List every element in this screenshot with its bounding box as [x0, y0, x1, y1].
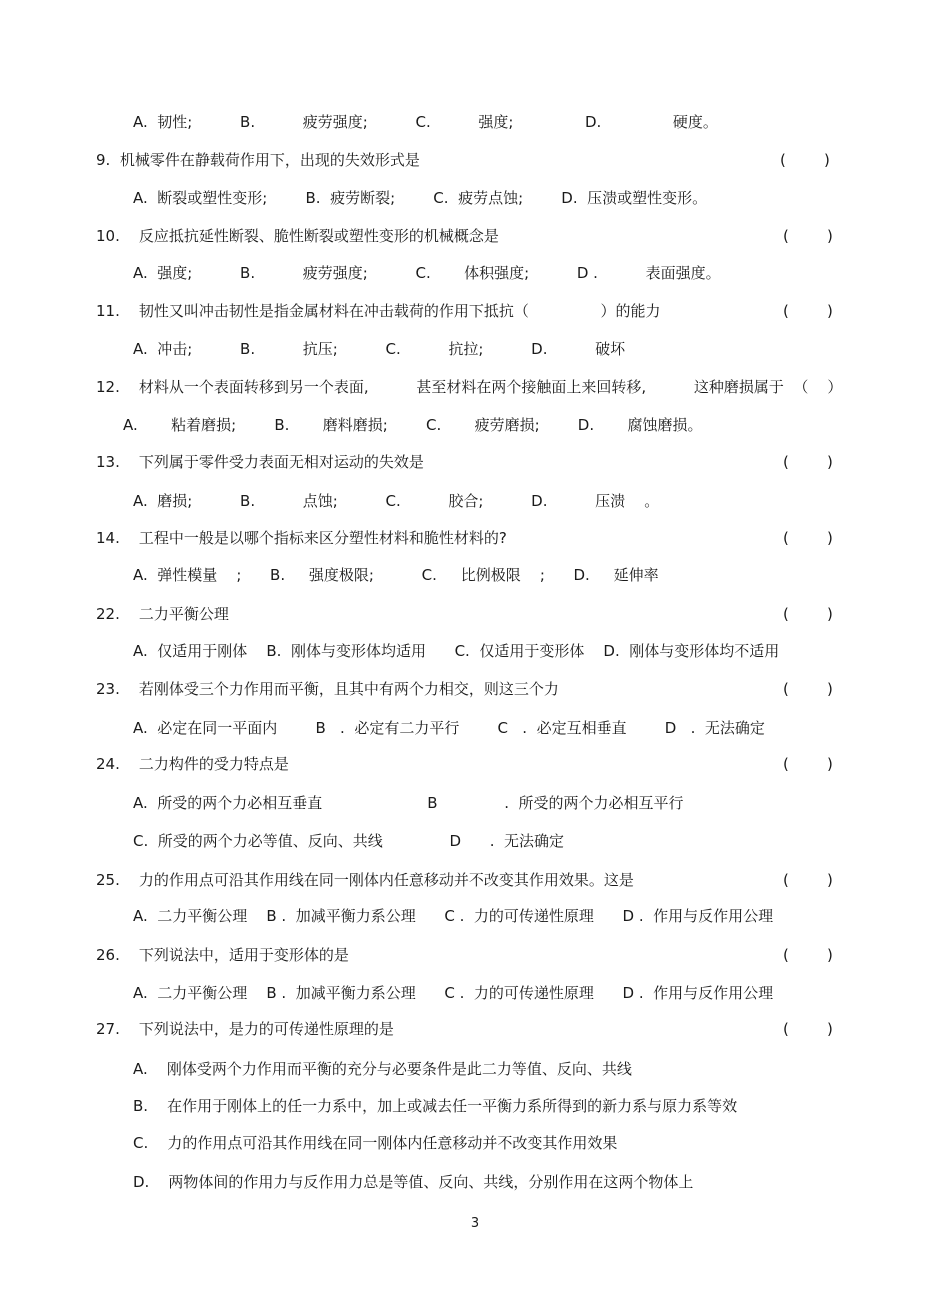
answer-bracket-q27: ( )	[783, 1020, 833, 1038]
question-27: 27. 下列说法中，是力的可传递性原理的是	[96, 1020, 394, 1038]
option-b-q27: B. 在作用于刚体上的任一力系中，加上或减去任一平衡力系所得到的新力系与原力系等效	[133, 1097, 738, 1115]
options-q12: A. 粘着磨损; B. 磨料磨损; C. 疲劳磨损; D. 腐蚀磨损。	[123, 416, 703, 434]
options-q23: A. 必定在同一平面内 B . 必定有二力平行 C . 必定互相垂直 D . 无法确定	[133, 719, 765, 737]
answer-bracket-q10: ( )	[783, 227, 833, 245]
line-a-option-row-q8: A. 韧性; B. 疲劳强度; C. 强度; D. 硬度。	[133, 113, 718, 131]
option-d-q27: D. 两物体间的作用力与反作用力总是等值、反向、共线，分别作用在这两个物体上	[133, 1173, 694, 1191]
question-12: 12. 材料从一个表面转移到另一个表面, 甚至材料在两个接触面上来回转移, 这种磨损属于 （ ）	[96, 378, 843, 396]
answer-bracket-q14: ( )	[783, 529, 833, 547]
answer-bracket-q26: ( )	[783, 946, 833, 964]
answer-bracket-q22: ( )	[783, 605, 833, 623]
options-q25: A. 二力平衡公理 B . 加减平衡力系公理 C . 力的可传递性原理 D . 作用与反作用公理	[133, 907, 774, 925]
page-number: 3	[470, 1216, 480, 1231]
question-24: 24. 二力构件的受力特点是	[96, 755, 289, 773]
options-q10: A. 强度; B. 疲劳强度; C. 体积强度; D . 表面强度。	[133, 264, 721, 282]
question-10: 10. 反应抵抗延性断裂、脆性断裂或塑性变形的机械概念是	[96, 227, 499, 245]
options-q9: A. 断裂或塑性变形; B. 疲劳断裂; C. 疲劳点蚀; D. 压溃或塑性变形。	[133, 189, 708, 207]
options-q24-row2: C. 所受的两个力必等值、反向、共线 D . 无法确定	[133, 832, 564, 850]
question-25: 25. 力的作用点可沿其作用线在同一刚体内任意移动并不改变其作用效果。这是	[96, 871, 634, 889]
options-q26: A. 二力平衡公理 B . 加减平衡力系公理 C . 力的可传递性原理 D . 作用与反作用公理	[133, 984, 774, 1002]
question-14: 14. 工程中一般是以哪个指标来区分塑性材料和脆性材料的?	[96, 529, 507, 547]
answer-bracket-q25: ( )	[783, 871, 833, 889]
answer-bracket-q9: ( )	[780, 151, 830, 169]
answer-bracket-q11: ( )	[783, 302, 833, 320]
answer-bracket-q23: ( )	[783, 680, 833, 698]
answer-bracket-q24: ( )	[783, 755, 833, 773]
options-q24-row1: A. 所受的两个力必相互垂直 B . 所受的两个力必相互平行	[133, 794, 684, 812]
options-q22: A. 仅适用于刚体 B. 刚体与变形体均适用 C. 仅适用于变形体 D. 刚体与变形体均不适用	[133, 642, 780, 660]
question-22: 22. 二力平衡公理	[96, 605, 229, 623]
question-11: 11. 韧性又叫冲击韧性是指金属材料在冲击载荷的作用下抵抗（ ）的能力	[96, 302, 661, 320]
option-c-q27: C. 力的作用点可沿其作用线在同一刚体内任意移动并不改变其作用效果	[133, 1134, 618, 1152]
option-a-q27: A. 刚体受两个力作用而平衡的充分与必要条件是此二力等值、反向、共线	[133, 1060, 632, 1078]
question-13: 13. 下列属于零件受力表面无相对运动的失效是	[96, 453, 424, 471]
options-q11: A. 冲击; B. 抗压; C. 抗拉; D. 破坏	[133, 340, 626, 358]
question-9: 9. 机械零件在静载荷作用下，出现的失效形式是	[96, 151, 420, 169]
question-23: 23. 若刚体受三个力作用而平衡，且其中有两个力相交，则这三个力	[96, 680, 559, 698]
options-q13: A. 磨损; B. 点蚀; C. 胶合; D. 压溃 。	[133, 492, 660, 510]
question-26: 26. 下列说法中，适用于变形体的是	[96, 946, 349, 964]
options-q14: A. 弹性模量 ; B. 强度极限; C. 比例极限 ; D. 延伸率	[133, 566, 659, 584]
answer-bracket-q13: ( )	[783, 453, 833, 471]
